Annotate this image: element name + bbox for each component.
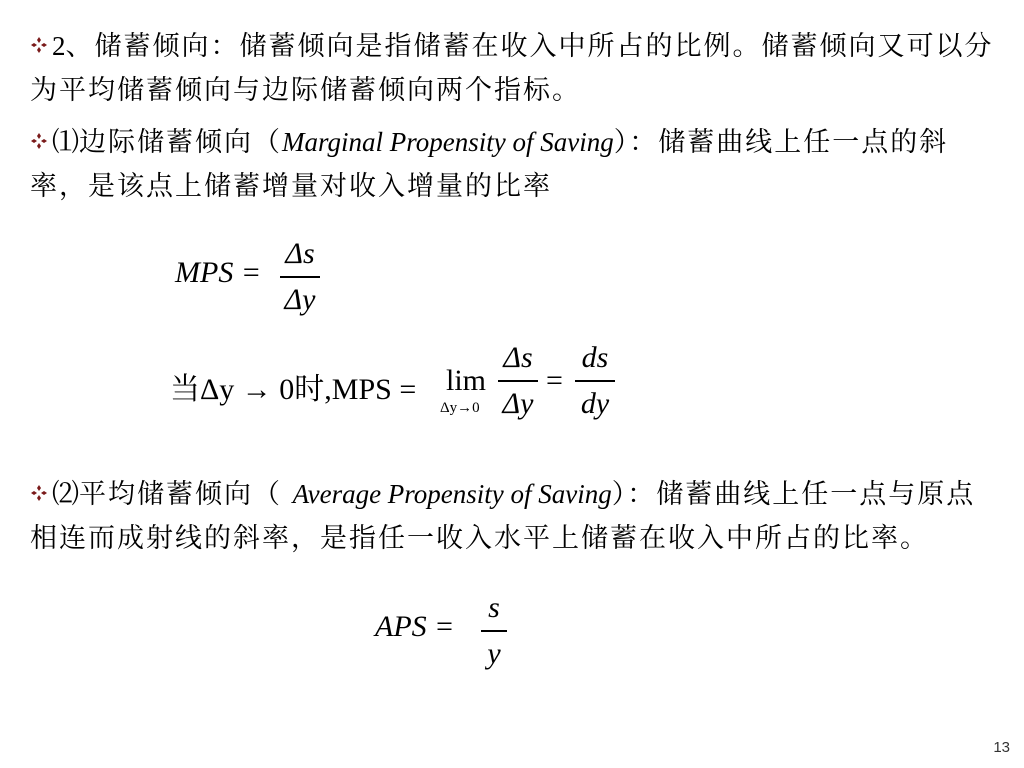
- paragraph-savings-propensity: [30, 24, 998, 113]
- p1-number: 2: [52, 31, 66, 61]
- paragraph-aps: [30, 472, 998, 561]
- p2-number: ⑴: [52, 127, 79, 157]
- p3-lead: 平均储蓄倾向（: [79, 479, 293, 510]
- formula-limit-subscript: Δy→0: [440, 400, 480, 416]
- fraction-bar: [280, 276, 320, 278]
- formula-aps-numerator: s: [488, 591, 500, 624]
- formula-limit-numerator-2: ds: [581, 341, 609, 374]
- formula-mps-fraction: [280, 236, 320, 318]
- formula-aps-fraction: [481, 590, 507, 672]
- p2-tail: ）：储蓄曲线上任一点的斜率，是该点上储蓄增量对收入增量的比率: [30, 127, 949, 202]
- p3-number: ⑵: [52, 479, 79, 509]
- formula-limit-fraction-2: [575, 340, 615, 422]
- formula-mps-numerator: Δs: [285, 237, 315, 270]
- p3-tail: ）：储蓄曲线上任一点与原点相连而成射线的斜率，是指任一收入水平上储蓄在收入中所占的比率。: [30, 479, 976, 554]
- formula-mps-limit: [170, 340, 630, 440]
- formula-mps-denominator: Δy: [284, 283, 316, 316]
- p3-term: Average Propensity of Saving: [292, 479, 612, 509]
- fraction-bar: [481, 630, 507, 632]
- formula-limit-equals: =: [546, 364, 563, 397]
- diamond-bullet-icon: [30, 36, 48, 54]
- p2-lead: 边际储蓄倾向（: [79, 127, 282, 158]
- formula-limit-fraction-1: [498, 340, 538, 422]
- diamond-bullet-icon: [30, 484, 48, 502]
- p2-term: Marginal Propensity of Saving: [282, 127, 614, 157]
- p1-text: 、储蓄倾向：储蓄倾向是指储蓄在收入中所占的比例。储蓄倾向又可以分为平均储蓄倾向与边际储蓄倾向两个指标。: [30, 31, 994, 106]
- fraction-bar: [575, 380, 615, 382]
- formula-aps: [375, 590, 525, 680]
- formula-limit-denominator-1: Δy: [502, 387, 534, 420]
- paragraph-mps: [30, 120, 998, 209]
- fraction-bar: [498, 380, 538, 382]
- formula-mps-lhs: MPS =: [175, 256, 262, 289]
- formula-limit-lim: lim: [446, 364, 487, 397]
- formula-aps-lhs: APS =: [375, 610, 455, 643]
- formula-aps-denominator: y: [487, 637, 501, 670]
- formula-limit-numerator-1: Δs: [503, 341, 533, 374]
- page-number: 13: [993, 739, 1010, 756]
- formula-limit-denominator-2: dy: [580, 387, 610, 420]
- formula-mps: [175, 236, 345, 326]
- diamond-bullet-icon: [30, 132, 48, 150]
- formula-limit-condition: 当Δy → 0时,MPS =: [170, 373, 417, 406]
